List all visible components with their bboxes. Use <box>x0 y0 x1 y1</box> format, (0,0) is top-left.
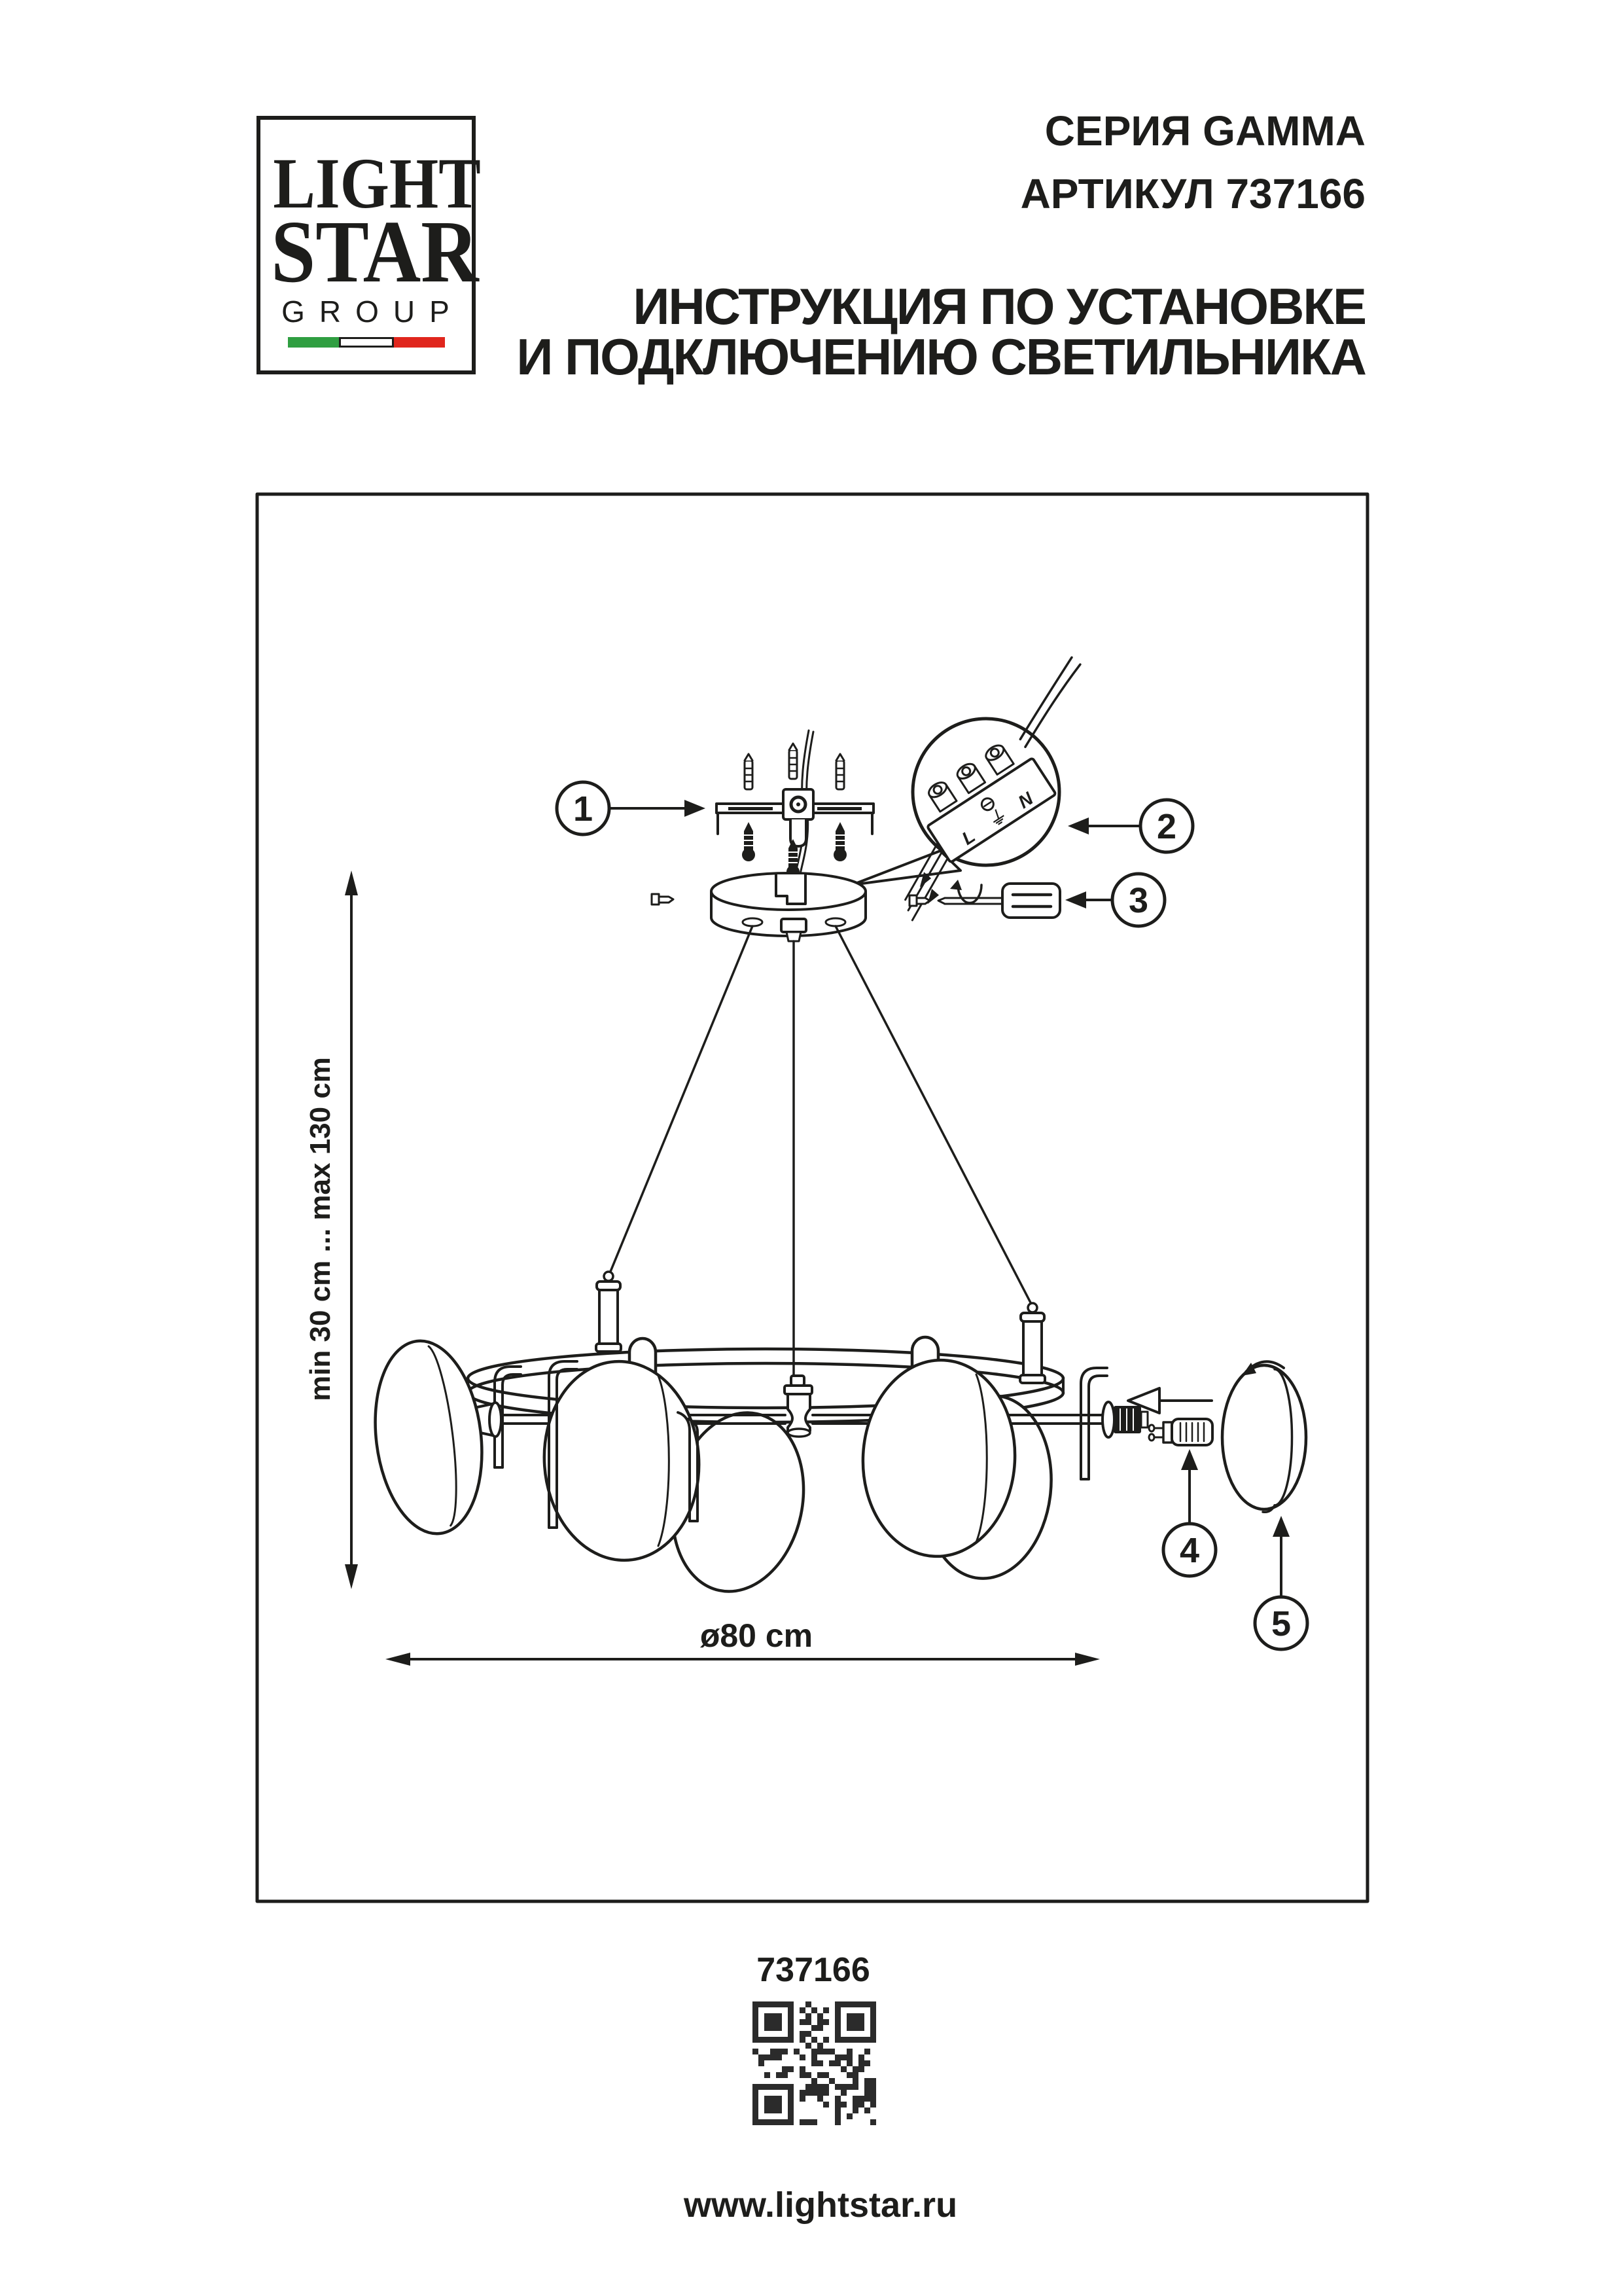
instruction-line-2: И ПОДКЛЮЧЕНИЮ СВЕТИЛЬНИКА <box>516 328 1366 386</box>
logo-word-light: LIGHT <box>273 143 481 223</box>
diagram-frame <box>257 494 1368 1901</box>
g9-bulb <box>1149 1419 1212 1445</box>
mounting-screw <box>742 822 755 861</box>
callout-5 <box>1255 1516 1307 1649</box>
right-end-socket <box>1103 1402 1148 1437</box>
callout-5-number: 5 <box>1271 1604 1292 1643</box>
shade-disc-far-left <box>365 1335 493 1539</box>
diameter-dimension <box>385 1617 1100 1666</box>
terminal-label-earth: ⏚ <box>983 804 1011 833</box>
central-socket <box>785 1376 812 1437</box>
logo-word-star: STAR <box>271 203 479 301</box>
callout-3 <box>1065 874 1165 926</box>
callout-2-number: 2 <box>1156 807 1177 846</box>
terminal-label-live: L <box>958 825 979 849</box>
suspension-post-right <box>1020 1303 1045 1383</box>
callout-4-number: 4 <box>1179 1531 1200 1570</box>
logo-word-group: GROUP <box>281 295 464 329</box>
instruction-line-1: ИНСТРУКЦИЯ ПО УСТАНОВКЕ <box>633 278 1366 335</box>
series-label: СЕРИЯ GAMMA <box>1044 107 1366 154</box>
qr-code <box>752 2001 876 2125</box>
rotation-arrow-icon <box>958 885 981 903</box>
suspension-cables <box>609 926 1033 1376</box>
website-url: www.lightstar.ru <box>684 2185 958 2225</box>
terminal-detail-balloon <box>839 656 1147 920</box>
article-label: АРТИКУЛ 737166 <box>1020 170 1366 217</box>
callout-3-number: 3 <box>1128 881 1149 920</box>
height-dimension-label: min 30 cm ... max 130 cm <box>304 1057 336 1401</box>
mounting-bracket <box>716 744 874 878</box>
callout-4 <box>1163 1449 1216 1576</box>
suspension-post-left <box>596 1272 621 1352</box>
diameter-dimension-label: ø80 cm <box>699 1617 813 1654</box>
spare-shade-disc <box>1222 1361 1306 1512</box>
wall-anchor <box>745 754 752 789</box>
callout-1-number: 1 <box>573 789 593 829</box>
wall-anchor <box>789 744 797 779</box>
callout-2 <box>1068 800 1193 852</box>
height-dimension <box>304 870 358 1589</box>
canopy <box>711 873 866 941</box>
footer-article-number: 737166 <box>756 1951 870 1989</box>
canopy-screw <box>652 894 673 905</box>
mounting-screw <box>834 822 847 861</box>
chandelier <box>365 1272 1148 1604</box>
terminal-label-neutral: N <box>1014 788 1037 813</box>
wall-anchor <box>836 754 844 789</box>
callout-1 <box>557 782 705 834</box>
